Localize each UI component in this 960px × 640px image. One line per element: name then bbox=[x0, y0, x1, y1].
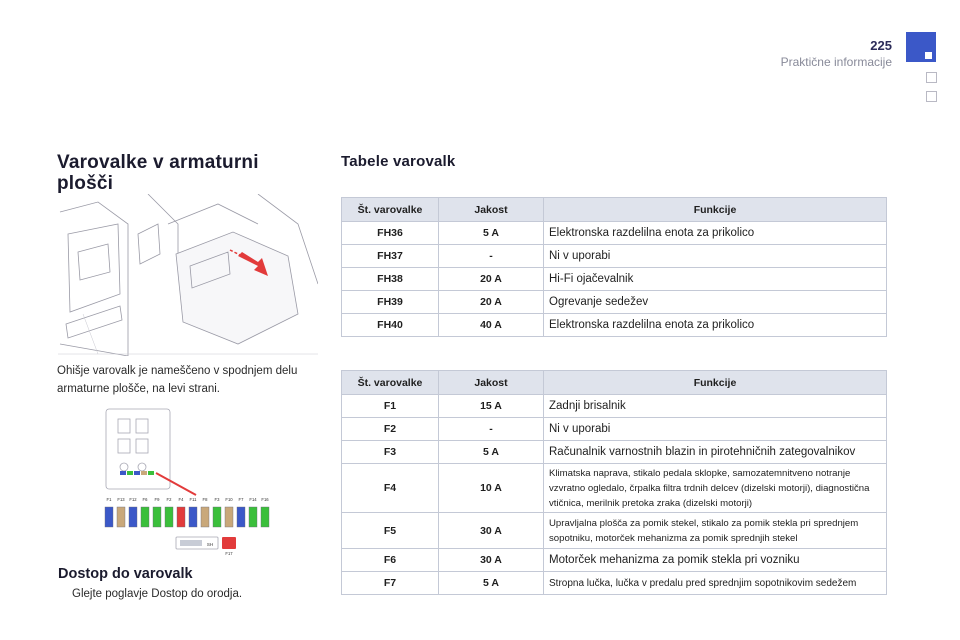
fuse-rating: 5 A bbox=[439, 222, 544, 245]
access-instruction bbox=[62, 588, 242, 600]
fuse-label: F13 bbox=[117, 497, 125, 502]
fuse-label: F11 bbox=[189, 497, 197, 502]
fuse-function: Motorček mehanizma za pomik stekla pri vozniku bbox=[544, 549, 887, 572]
fuse-table-fh bbox=[341, 197, 887, 337]
col-header-rating: Jakost bbox=[439, 198, 544, 222]
fuse bbox=[237, 507, 245, 527]
table-row bbox=[342, 513, 887, 549]
fuse-rating: 30 A bbox=[439, 549, 544, 572]
table-row bbox=[342, 245, 887, 268]
fuse-function: Upravljalna plošča za pomik stekel, stikalo za pomik stekla pri sprednjem sopotniku, motorček mehanizma za pomik sprednjih stekel bbox=[544, 513, 887, 549]
fuse bbox=[117, 507, 125, 527]
fuse-label: F1 bbox=[106, 497, 112, 502]
fuse-label: F10 bbox=[225, 497, 233, 502]
fuse-layout-diagram bbox=[100, 405, 285, 555]
table-row bbox=[342, 441, 887, 464]
fuse-function: Stropna lučka, lučka v predalu pred sprednjim sopotnikovim sedežem bbox=[544, 572, 887, 595]
page-number: 225 bbox=[870, 38, 892, 53]
table-row bbox=[342, 395, 887, 418]
table-row bbox=[342, 549, 887, 572]
fuse-function: Računalnik varnostnih blazin in pirotehničnih zategovalnikov bbox=[544, 441, 887, 464]
fuse-rating: 30 A bbox=[439, 513, 544, 549]
table-row bbox=[342, 291, 887, 314]
chapter-tab-marker bbox=[925, 52, 932, 59]
fuse-label: F14 bbox=[249, 497, 257, 502]
fuse-function: Klimatska naprava, stikalo pedala sklopke, samozatemnitveno notranje vzvratno ogledalo, črpalka filtra trdnih delcev (dizelski motorji), diagnostična vtičnica, merilnik pretoka zraka (dizelski motorji) bbox=[544, 464, 887, 513]
fuse-function: Ni v uporabi bbox=[544, 245, 887, 268]
fuse-function: Ni v uporabi bbox=[544, 418, 887, 441]
fuse-rating: 5 A bbox=[439, 441, 544, 464]
fuse-rating: 5 A bbox=[439, 572, 544, 595]
fuse-rating: 15 A bbox=[439, 395, 544, 418]
dashboard-fusebox-illustration bbox=[58, 194, 318, 356]
fuse-function: Hi-Fi ojačevalnik bbox=[544, 268, 887, 291]
fuse-number: FH40 bbox=[342, 314, 439, 337]
fuse-label: F7 bbox=[238, 497, 244, 502]
fuse bbox=[177, 507, 185, 527]
fuse bbox=[153, 507, 161, 527]
fuse-number: F7 bbox=[342, 572, 439, 595]
fuse-number: F2 bbox=[342, 418, 439, 441]
fuse-number: F1 bbox=[342, 395, 439, 418]
fuse-number: F6 bbox=[342, 549, 439, 572]
fuse-number: F5 bbox=[342, 513, 439, 549]
fuse bbox=[141, 507, 149, 527]
table-row bbox=[342, 268, 887, 291]
access-title: Dostop do varovalk bbox=[58, 566, 193, 582]
fuse-function: Ogrevanje sedežev bbox=[544, 291, 887, 314]
fuse-function: Elektronska razdelilna enota za prikolico bbox=[544, 222, 887, 245]
fuse-number: FH39 bbox=[342, 291, 439, 314]
chapter-box bbox=[926, 72, 937, 83]
fuse bbox=[225, 507, 233, 527]
col-header-rating: Jakost bbox=[439, 371, 544, 395]
fuse-rating: 20 A bbox=[439, 268, 544, 291]
col-header-function: Funkcije bbox=[544, 371, 887, 395]
fuse-label: F12 bbox=[129, 497, 137, 502]
table-row bbox=[342, 464, 887, 513]
fuse bbox=[261, 507, 269, 527]
f17-label: F17 bbox=[225, 551, 233, 555]
tables-title: Tabele varovalk bbox=[341, 153, 456, 170]
col-header-function: Funkcije bbox=[544, 198, 887, 222]
fuse-label: F16 bbox=[261, 497, 269, 502]
fuse-function: Zadnji brisalnik bbox=[544, 395, 887, 418]
fuse-number: F3 bbox=[342, 441, 439, 464]
col-header-number: Št. varovalke bbox=[342, 198, 439, 222]
fuse-rating: 10 A bbox=[439, 464, 544, 513]
fuse-rating: - bbox=[439, 245, 544, 268]
fuse-rating: 20 A bbox=[439, 291, 544, 314]
fuse-table-f bbox=[341, 370, 887, 595]
chapter-box bbox=[926, 91, 937, 102]
fuse bbox=[213, 507, 221, 527]
table-row bbox=[342, 418, 887, 441]
fuse-rating: - bbox=[439, 418, 544, 441]
fuse-label: F8 bbox=[202, 497, 208, 502]
fuse-label: F2 bbox=[166, 497, 172, 502]
table-row bbox=[342, 572, 887, 595]
fuse-label: F6 bbox=[142, 497, 148, 502]
table-row bbox=[342, 222, 887, 245]
table-row bbox=[342, 314, 887, 337]
fuse-number: FH36 bbox=[342, 222, 439, 245]
fuse bbox=[165, 507, 173, 527]
fuse bbox=[201, 507, 209, 527]
fuse-label: F3 bbox=[214, 497, 220, 502]
fuse-number: FH38 bbox=[342, 268, 439, 291]
fuse-number: F4 bbox=[342, 464, 439, 513]
fuse-label: F4 bbox=[178, 497, 184, 502]
section-title: Praktične informacije bbox=[780, 55, 892, 69]
fuse bbox=[249, 507, 257, 527]
col-header-number: Št. varovalke bbox=[342, 371, 439, 395]
fuse bbox=[105, 507, 113, 527]
fuse-function: Elektronska razdelilna enota za prikolico bbox=[544, 314, 887, 337]
access-text: Glejte poglavje Dostop do orodja. bbox=[72, 588, 243, 600]
fusebox-location-text: Ohišje varovalk je nameščeno v spodnjem delu armaturne plošče, na levi strani. bbox=[57, 365, 298, 395]
fuse-label: F9 bbox=[154, 497, 160, 502]
sh-label: SH bbox=[206, 542, 214, 547]
fuse bbox=[189, 507, 197, 527]
fuse-number: FH37 bbox=[342, 245, 439, 268]
fuse-row bbox=[105, 507, 269, 527]
fuse-rating: 40 A bbox=[439, 314, 544, 337]
fuse bbox=[129, 507, 137, 527]
main-title: Varovalke v armaturni plošči bbox=[57, 152, 259, 194]
